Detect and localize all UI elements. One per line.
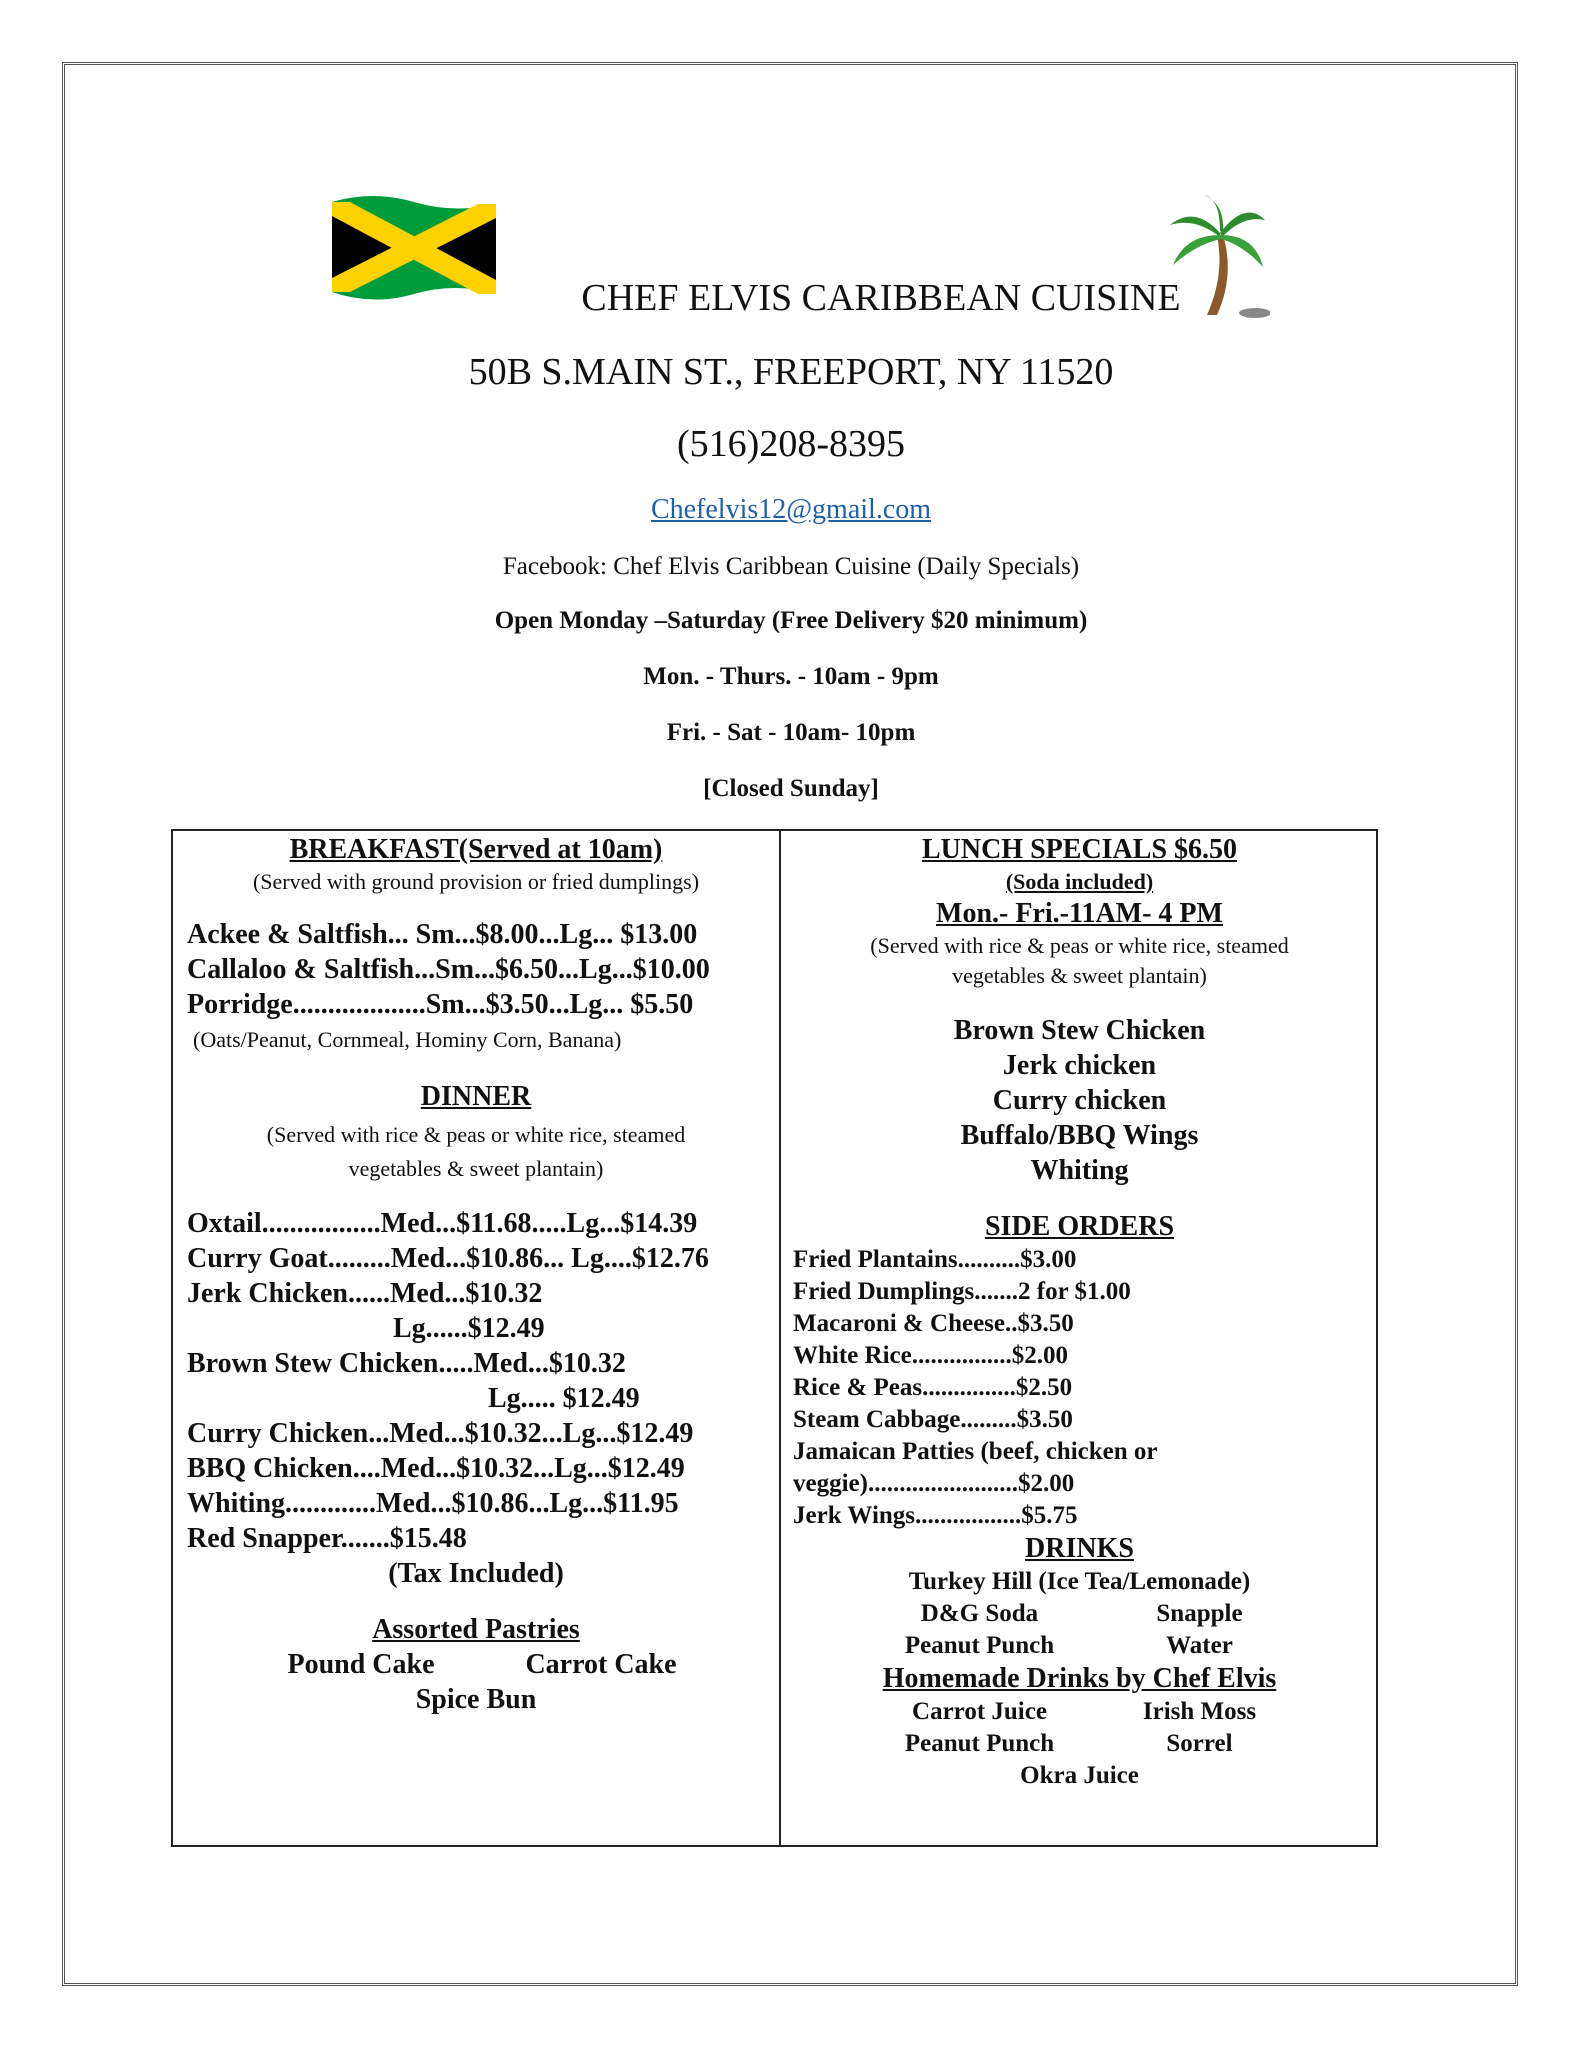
side-item: Jamaican Patties (beef, chicken or <box>793 1438 1158 1465</box>
sides-title: SIDE ORDERS <box>984 1211 1175 1242</box>
lunch-hours: Mon.- Fri.-11AM- 4 PM <box>936 898 1223 929</box>
pastry-item: Spice Bun <box>415 1684 537 1715</box>
homemade-item: Okra Juice <box>1020 1762 1139 1789</box>
homemade-item: Sorrel <box>1166 1730 1233 1757</box>
dinner-item: Brown Stew Chicken.....Med...$10.32 <box>187 1348 626 1379</box>
side-item: White Rice................$2.00 <box>793 1342 1068 1369</box>
lunch-soda-note: (Soda included) <box>1005 869 1154 894</box>
lunch-title: LUNCH SPECIALS $6.50 <box>921 834 1238 865</box>
tax-note: (Tax Included) <box>388 1558 564 1589</box>
pastry-item: Carrot Cake <box>525 1649 677 1680</box>
homemade-row <box>781 1728 1378 1760</box>
breakfast-item: Porridge...................Sm...$3.50...Lg... $5.50 <box>187 989 694 1020</box>
drink-item: Water <box>1166 1632 1233 1659</box>
side-item: Macaroni & Cheese..$3.50 <box>793 1310 1074 1337</box>
side-item: veggie)........................$2.00 <box>793 1470 1075 1497</box>
drink-item: Snapple <box>1156 1600 1243 1627</box>
hours-open: Open Monday –Saturday (Free Delivery $20 minimum) <box>494 607 1088 634</box>
lunch-item: Brown Stew Chicken <box>953 1015 1206 1046</box>
side-item: Fried Dumplings.......2 for $1.00 <box>793 1278 1131 1305</box>
restaurant-name: CHEF ELVIS CARIBBEAN CUISINE <box>581 277 1181 319</box>
dinner-item: Oxtail.................Med...$11.68.....Lg...$14.39 <box>187 1208 698 1239</box>
homemade-item: Peanut Punch <box>904 1730 1055 1757</box>
lunch-item: Whiting <box>1030 1155 1129 1186</box>
drinks-row <box>781 1598 1378 1630</box>
lunch-item: Jerk chicken <box>1002 1050 1157 1081</box>
dinner-item: Whiting.............Med...$10.86...Lg...$11.95 <box>187 1488 679 1519</box>
breakfast-item: Ackee & Saltfish... Sm...$8.00...Lg... $13.00 <box>187 919 698 950</box>
drinks-row <box>781 1630 1378 1662</box>
lunch-note: (Served with rice & peas or white rice, steamed vegetables & sweet plantain) <box>870 933 1289 988</box>
homemade-title: Homemade Drinks by Chef Elvis <box>882 1663 1277 1694</box>
hours-closed: [Closed Sunday] <box>703 775 879 802</box>
breakfast-item: Callaloo & Saltfish...Sm...$6.50...Lg...$10.00 <box>187 954 710 985</box>
breakfast-note: (Served with ground provision or fried dumplings) <box>252 869 700 894</box>
homemade-item: Carrot Juice <box>912 1698 1047 1725</box>
dinner-item: Curry Goat.........Med...$10.86... Lg....$12.76 <box>187 1243 709 1274</box>
dinner-note: (Served with rice & peas or white rice, steamed vegetables & sweet plantain) <box>266 1122 686 1181</box>
phone: (516)208-8395 <box>677 423 905 465</box>
hours-fri-sat: Fri. - Sat - 10am- 10pm <box>666 719 916 746</box>
drink-item: Peanut Punch <box>904 1632 1055 1659</box>
side-item: Fried Plantains..........$3.00 <box>793 1246 1077 1273</box>
left-column <box>173 831 779 1845</box>
address: 50B S.MAIN ST., FREEPORT, NY 11520 <box>468 351 1114 393</box>
hours-mon-thu: Mon. - Thurs. - 10am - 9pm <box>643 663 939 690</box>
dinner-item: Red Snapper.......$15.48 <box>187 1523 467 1554</box>
drink-item: D&G Soda <box>920 1600 1039 1627</box>
dinner-item: BBQ Chicken....Med...$10.32...Lg...$12.49 <box>187 1453 685 1484</box>
side-item: Rice & Peas...............$2.50 <box>793 1374 1073 1401</box>
pastries-row <box>173 1647 779 1682</box>
dinner-item: Lg......$12.49 <box>393 1313 545 1344</box>
right-column <box>781 831 1378 1845</box>
dinner-item: Lg..... $12.49 <box>488 1383 640 1414</box>
breakfast-title: BREAKFAST(Served at 10am) <box>289 834 663 865</box>
dinner-title: DINNER <box>420 1081 532 1112</box>
dinner-item: Jerk Chicken......Med...$10.32 <box>187 1278 543 1309</box>
lunch-item: Curry chicken <box>992 1085 1167 1116</box>
menu-box <box>171 829 1378 1847</box>
homemade-row <box>781 1696 1378 1728</box>
side-item: Jerk Wings.................$5.75 <box>793 1502 1078 1529</box>
homemade-item: Irish Moss <box>1142 1698 1257 1725</box>
porridge-note: (Oats/Peanut, Cornmeal, Hominy Corn, Banana) <box>193 1027 622 1052</box>
lunch-item: Buffalo/BBQ Wings <box>960 1120 1199 1151</box>
drinks-line: Turkey Hill (Ice Tea/Lemonade) <box>908 1568 1251 1595</box>
side-item: Steam Cabbage.........$3.50 <box>793 1406 1073 1433</box>
email-link[interactable]: Chefelvis12@gmail.com <box>650 494 932 525</box>
pastries-title: Assorted Pastries <box>372 1614 580 1645</box>
drinks-title: DRINKS <box>1025 1533 1134 1564</box>
facebook-line: Facebook: Chef Elvis Caribbean Cuisine (Daily Specials) <box>502 553 1080 580</box>
dinner-item: Curry Chicken...Med...$10.32...Lg...$12.49 <box>187 1418 694 1449</box>
pastry-item: Pound Cake <box>287 1649 435 1680</box>
